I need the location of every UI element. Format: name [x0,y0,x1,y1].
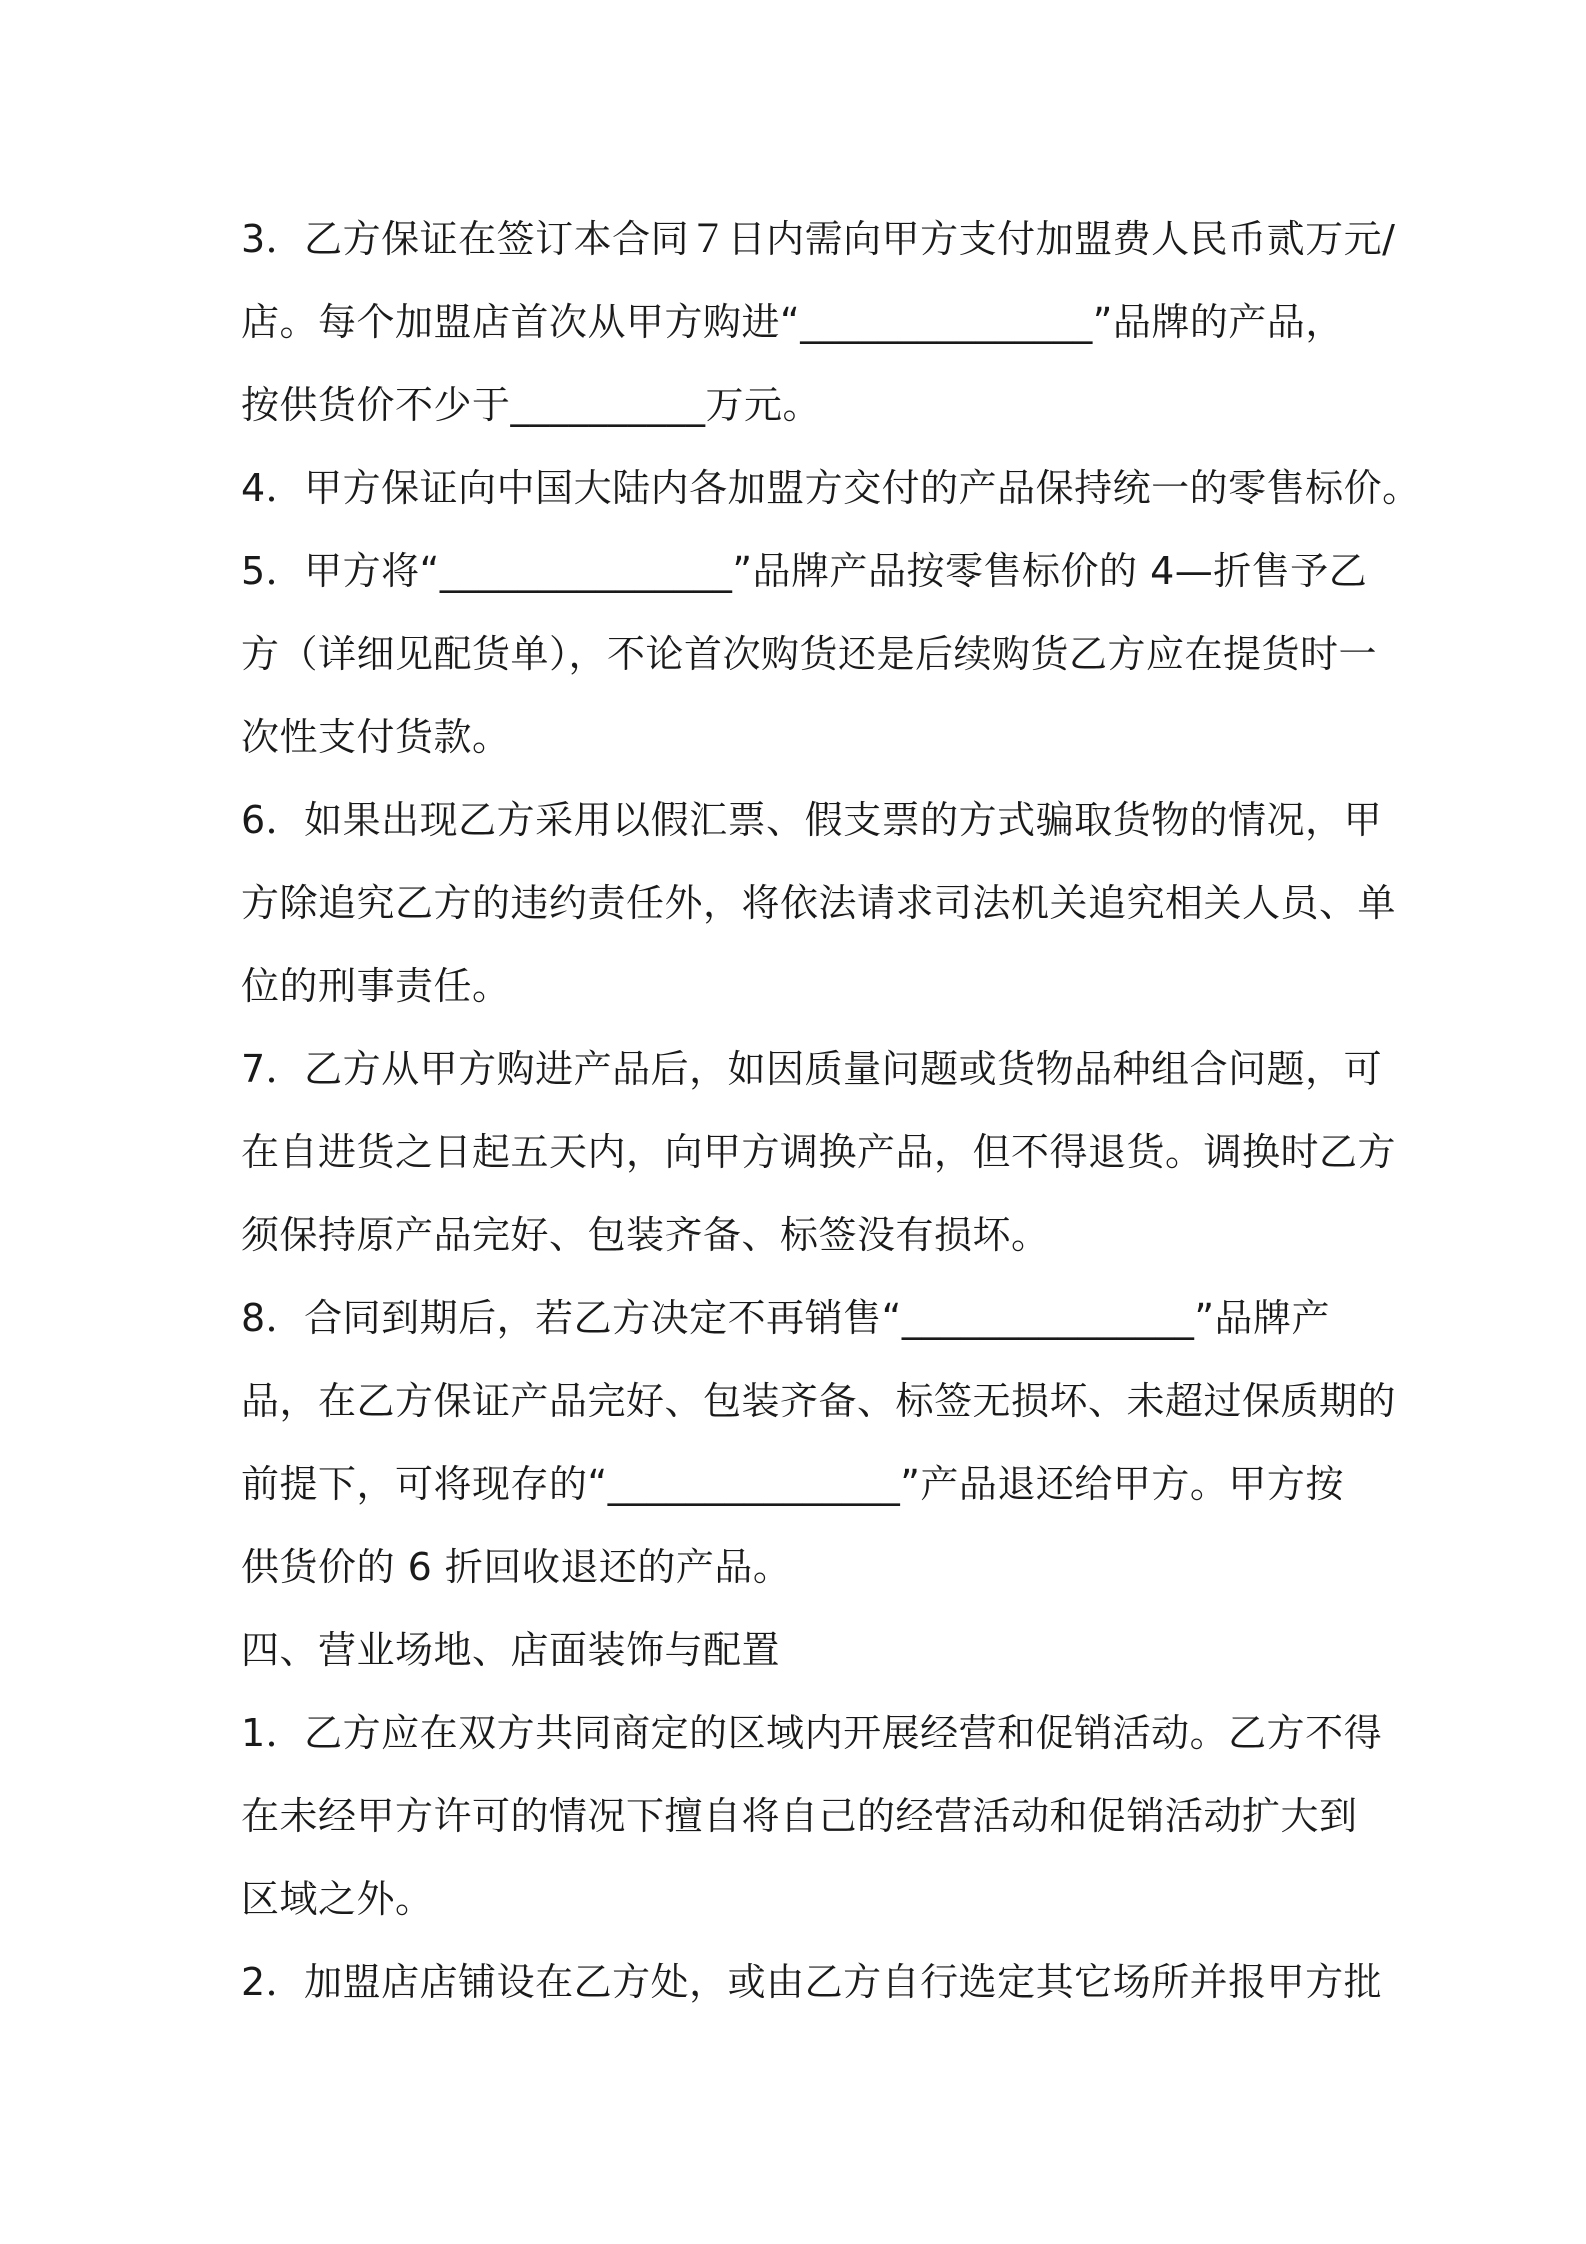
text-line: 8．合同到期后，若乙方决定不再销售“_______________”品牌产 [241,1296,1331,1340]
text-line: 6．如果出现乙方采用以假汇票、假支票的方式骗取货物的情况，甲 [241,798,1383,842]
text-line: 次性支付货款。 [241,715,511,759]
text-line: 按供货价不少于__________万元。 [241,383,822,427]
text-line: 须保持原产品完好、包装齐备、标签没有损坏。 [241,1213,1050,1257]
text-line: 前提下，可将现存的“_______________”产品退还给甲方。甲方按 [241,1462,1344,1506]
text-line: 方（详细见配货单），不论首次购货还是后续购货乙方应在提货时一 [241,632,1378,676]
text-line: 在自进货之日起五天内，向甲方调换产品，但不得退货。调换时乙方 [241,1130,1397,1174]
contract-body [241,198,1421,2024]
text-line: 1．乙方应在双方共同商定的区域内开展经营和促销活动。乙方不得 [241,1711,1383,1755]
text-line: 供货价的 6 折回收退还的产品。 [241,1545,792,1589]
text-line: 4．甲方保证向中国大陆内各加盟方交付的产品保持统一的零售标价。 [241,466,1421,510]
text-line: 3．乙方保证在签订本合同７日内需向甲方支付加盟费人民币贰万元/ [241,217,1396,261]
section-heading: 四、营业场地、店面装饰与配置 [241,1628,781,1672]
text-line: 5．甲方将“_______________”品牌产品按零售标价的 4—折售予乙 [241,549,1368,593]
text-line: 2．加盟店店铺设在乙方处，或由乙方自行选定其它场所并报甲方批 [241,1960,1383,2004]
text-line: 品，在乙方保证产品完好、包装齐备、标签无损坏、未超过保质期的 [241,1379,1397,1423]
text-line: 位的刑事责任。 [241,964,511,1008]
text-line: 区域之外。 [241,1877,434,1921]
text-line: 7．乙方从甲方购进产品后，如因质量问题或货物品种组合问题，可 [241,1047,1383,1091]
text-line: 店。每个加盟店首次从甲方购进“_______________”品牌的产品， [241,300,1344,344]
text-line: 在未经甲方许可的情况下擅自将自己的经营活动和促销活动扩大到 [241,1794,1358,1838]
text-line: 方除追究乙方的违约责任外，将依法请求司法机关追究相关人员、单 [241,881,1397,925]
